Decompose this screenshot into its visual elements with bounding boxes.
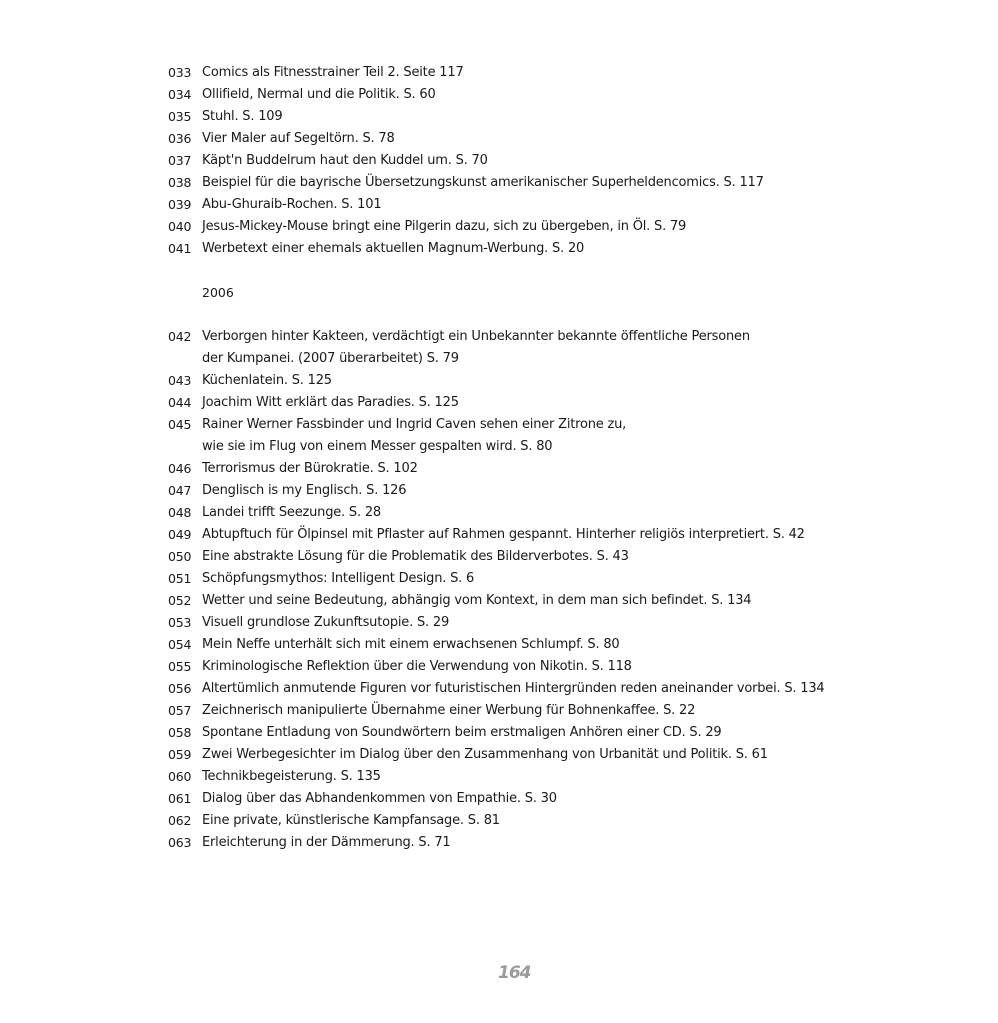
- entry-number: 037: [168, 153, 192, 168]
- entry-number: 040: [168, 219, 192, 234]
- entry-text-line: Comics als Fitnesstrainer Teil 2. Seite 117: [202, 65, 464, 80]
- entry-text-line: Jesus-Mickey-Mouse bringt eine Pilgerin dazu, sich zu übergeben, in Öl. S. 79: [202, 219, 687, 234]
- page-number: 164: [498, 963, 531, 983]
- list-item: [168, 392, 868, 414]
- list-item: [168, 502, 868, 524]
- entry-number: 059: [168, 747, 192, 762]
- entry-text: [202, 480, 868, 502]
- entry-list: [168, 62, 868, 854]
- entry-text: [202, 744, 868, 766]
- entry-number: 053: [168, 615, 192, 630]
- entry-number: 035: [168, 109, 192, 124]
- entry-number: 051: [168, 571, 192, 586]
- entry-text: [202, 810, 868, 832]
- entry-number: 046: [168, 461, 192, 476]
- entry-text: [202, 788, 868, 810]
- entry-number: 063: [168, 835, 192, 850]
- list-item: [168, 656, 868, 678]
- list-item: [168, 634, 868, 656]
- list-item: [168, 172, 868, 194]
- list-item: [168, 678, 868, 700]
- list-item: [168, 546, 868, 568]
- entry-text: [202, 722, 868, 744]
- entry-text-line: Landei trifft Seezunge. S. 28: [202, 505, 381, 520]
- entry-number: 034: [168, 87, 192, 102]
- entry-number: 044: [168, 395, 192, 410]
- list-item: [168, 194, 868, 216]
- entry-text: [202, 502, 868, 524]
- entry-text-line: Kriminologische Reflektion über die Verwendung von Nikotin. S. 118: [202, 659, 632, 674]
- entry-number: 047: [168, 483, 192, 498]
- entry-text-line: Spontane Entladung von Soundwörtern beim erstmaligen Anhören einer CD. S. 29: [202, 725, 722, 740]
- list-item: [168, 568, 868, 590]
- entry-text-line: Beispiel für die bayrische Übersetzungskunst amerikanischer Superheldencomics. S. 117: [202, 175, 764, 190]
- entry-text-line: der Kumpanei. (2007 überarbeitet) S. 79: [202, 351, 459, 366]
- entry-text: [202, 326, 868, 370]
- entry-text: [202, 370, 868, 392]
- entry-text: [202, 590, 868, 612]
- entry-number: 039: [168, 197, 192, 212]
- entries-group-2006: [168, 326, 868, 854]
- entry-text: [202, 634, 868, 656]
- list-item: [168, 744, 868, 766]
- list-item: [168, 370, 868, 392]
- entry-text-line: Terrorismus der Bürokratie. S. 102: [202, 461, 418, 476]
- list-item: [168, 480, 868, 502]
- list-item: [168, 326, 868, 370]
- entry-text: [202, 172, 868, 194]
- entry-text-line: Denglisch is my Englisch. S. 126: [202, 483, 407, 498]
- entry-text-line: Zwei Werbegesichter im Dialog über den Zusammenhang von Urbanität und Politik. S. 61: [202, 747, 768, 762]
- entry-text-line: Abtupftuch für Ölpinsel mit Pflaster auf Rahmen gespannt. Hinterher religiös interpretiert. S. 42: [202, 527, 805, 542]
- list-item: [168, 216, 868, 238]
- list-item: [168, 62, 868, 84]
- entry-text-line: Altertümlich anmutende Figuren vor futuristischen Hintergründen reden aneinander vorbei. S. 134: [202, 681, 825, 696]
- entry-text: [202, 106, 868, 128]
- list-item: [168, 700, 868, 722]
- entry-number: 042: [168, 329, 192, 344]
- entry-text-line: Visuell grundlose Zukunftsutopie. S. 29: [202, 615, 450, 630]
- list-item: [168, 150, 868, 172]
- entry-text-line: Stuhl. S. 109: [202, 109, 283, 124]
- list-item: [168, 832, 868, 854]
- entry-text-line: Ollifield, Nermal und die Politik. S. 60: [202, 87, 436, 102]
- entry-text: [202, 832, 868, 854]
- entry-text: [202, 458, 868, 480]
- entry-text-line: Technikbegeisterung. S. 135: [202, 769, 381, 784]
- entry-text: [202, 392, 868, 414]
- list-item: [168, 458, 868, 480]
- entry-text-line: Rainer Werner Fassbinder und Ingrid Caven sehen einer Zitrone zu,: [202, 417, 627, 432]
- entry-number: 054: [168, 637, 192, 652]
- list-item: [168, 106, 868, 128]
- entry-number: 060: [168, 769, 192, 784]
- entry-text: [202, 700, 868, 722]
- entry-text-line: Eine private, künstlerische Kampfansage. S. 81: [202, 813, 500, 828]
- entry-text-line: Schöpfungsmythos: Intelligent Design. S. 6: [202, 571, 475, 586]
- entry-number: 061: [168, 791, 192, 806]
- entry-text-line: Abu-Ghuraib-Rochen. S. 101: [202, 197, 382, 212]
- entry-text: [202, 216, 868, 238]
- entry-text: [202, 194, 868, 216]
- entry-number: 050: [168, 549, 192, 564]
- entry-text: [202, 678, 868, 700]
- entry-text: [202, 766, 868, 788]
- entry-text-line: Erleichterung in der Dämmerung. S. 71: [202, 835, 451, 850]
- entry-text: [202, 524, 868, 546]
- entry-text-line: Küchenlatein. S. 125: [202, 373, 332, 388]
- entry-text-line: Mein Neffe unterhält sich mit einem erwachsenen Schlumpf. S. 80: [202, 637, 620, 652]
- entry-text-line: wie sie im Flug von einem Messer gespalten wird. S. 80: [202, 439, 553, 454]
- entry-number: 048: [168, 505, 192, 520]
- entry-text-line: Zeichnerisch manipulierte Übernahme einer Werbung für Bohnenkaffee. S. 22: [202, 703, 696, 718]
- entry-number: 041: [168, 241, 192, 256]
- entry-number: 056: [168, 681, 192, 696]
- entry-text: [202, 150, 868, 172]
- list-item: [168, 722, 868, 744]
- entry-number: 036: [168, 131, 192, 146]
- list-item: [168, 524, 868, 546]
- entry-number: 033: [168, 65, 192, 80]
- entry-text-line: Dialog über das Abhandenkommen von Empathie. S. 30: [202, 791, 557, 806]
- entry-text: [202, 568, 868, 590]
- entry-text: [202, 128, 868, 150]
- entry-number: 049: [168, 527, 192, 542]
- entry-text-line: Werbetext einer ehemals aktuellen Magnum-Werbung. S. 20: [202, 241, 585, 256]
- entry-number: 043: [168, 373, 192, 388]
- entry-text-line: Eine abstrakte Lösung für die Problematik des Bilderverbotes. S. 43: [202, 549, 629, 564]
- entry-number: 055: [168, 659, 192, 674]
- entry-text: [202, 656, 868, 678]
- entry-text-line: Joachim Witt erklärt das Paradies. S. 125: [202, 395, 459, 410]
- entry-text: [202, 546, 868, 568]
- list-item: [168, 612, 868, 634]
- entry-number: 045: [168, 417, 192, 432]
- year-heading: 2006: [202, 285, 234, 300]
- entry-text: [202, 612, 868, 634]
- list-item: [168, 788, 868, 810]
- entry-text-line: Wetter und seine Bedeutung, abhängig vom Kontext, in dem man sich befindet. S. 134: [202, 593, 752, 608]
- list-item: [168, 810, 868, 832]
- entry-number: 052: [168, 593, 192, 608]
- entry-text: [202, 414, 868, 458]
- list-item: [168, 590, 868, 612]
- entry-text: [202, 238, 868, 260]
- entries-group-2005: [168, 62, 868, 260]
- list-item: [168, 84, 868, 106]
- entry-number: 057: [168, 703, 192, 718]
- entry-number: 058: [168, 725, 192, 740]
- entry-text: [202, 84, 868, 106]
- list-item: [168, 414, 868, 458]
- list-item: [168, 238, 868, 260]
- entry-text-line: Verborgen hinter Kakteen, verdächtigt ein Unbekannter bekannte öffentliche Personen: [202, 329, 750, 344]
- list-item: [168, 128, 868, 150]
- entry-number: 062: [168, 813, 192, 828]
- entry-number: 038: [168, 175, 192, 190]
- entry-text-line: Käpt'n Buddelrum haut den Kuddel um. S. 70: [202, 153, 488, 168]
- entry-text-line: Vier Maler auf Segeltörn. S. 78: [202, 131, 395, 146]
- entry-text: [202, 62, 868, 84]
- list-item: [168, 766, 868, 788]
